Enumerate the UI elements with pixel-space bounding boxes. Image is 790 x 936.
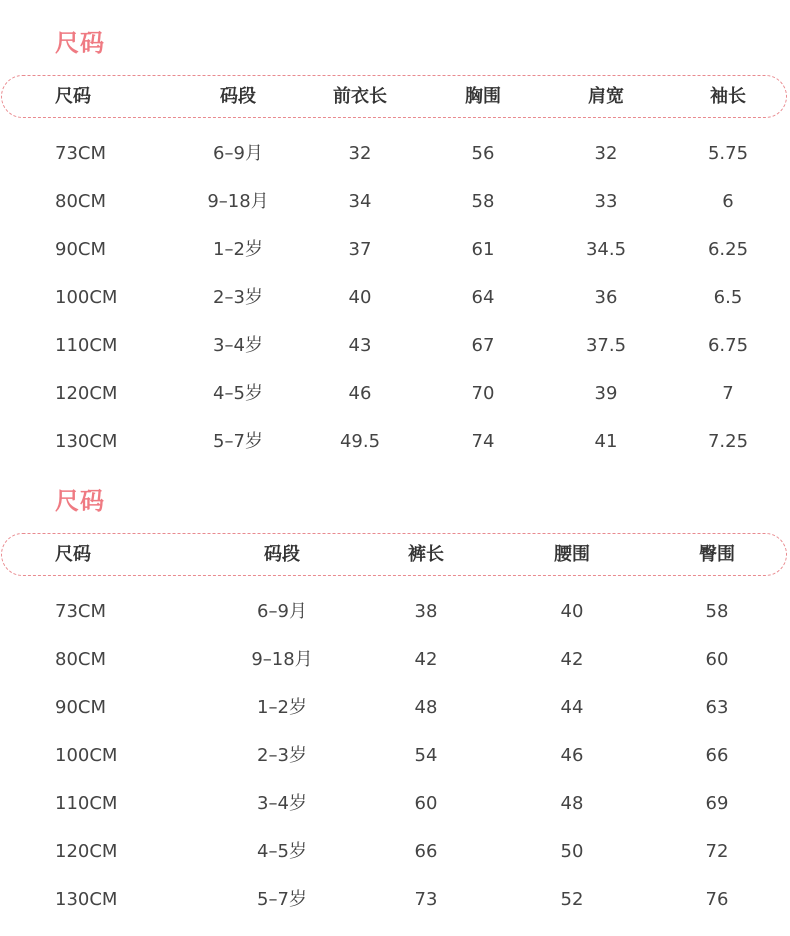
table-row bbox=[0, 744, 790, 792]
table-cell: 3–4岁 bbox=[213, 335, 263, 356]
table-header-bar bbox=[1, 533, 787, 576]
column-header: 码段 bbox=[264, 544, 300, 565]
table-row bbox=[0, 430, 790, 478]
table-cell: 100CM bbox=[55, 287, 118, 308]
table-cell: 36 bbox=[594, 287, 618, 308]
table-cell: 7 bbox=[722, 383, 734, 404]
table-cell: 5.75 bbox=[707, 143, 749, 164]
table-cell: 6–9月 bbox=[257, 601, 307, 622]
table-cell: 48 bbox=[414, 697, 438, 718]
table-cell: 3–4岁 bbox=[257, 793, 307, 814]
table-cell: 4–5岁 bbox=[213, 383, 263, 404]
table-cell: 110CM bbox=[55, 335, 118, 356]
column-header: 前衣长 bbox=[333, 86, 387, 107]
table-row bbox=[0, 334, 790, 382]
table-cell: 42 bbox=[560, 649, 584, 670]
table-cell: 80CM bbox=[55, 649, 107, 670]
table-cell: 9–18月 bbox=[251, 649, 313, 670]
table-cell: 90CM bbox=[55, 239, 107, 260]
table-cell: 5–7岁 bbox=[213, 431, 263, 452]
table-cell: 54 bbox=[414, 745, 438, 766]
table-header-bar bbox=[1, 75, 787, 118]
table-cell: 56 bbox=[471, 143, 495, 164]
table-cell: 90CM bbox=[55, 697, 107, 718]
table-cell: 73CM bbox=[55, 601, 107, 622]
table-cell: 58 bbox=[471, 191, 495, 212]
section-title: 尺码 bbox=[55, 29, 105, 57]
table-cell: 5–7岁 bbox=[257, 889, 307, 910]
table-cell: 66 bbox=[414, 841, 438, 862]
table-cell: 46 bbox=[560, 745, 584, 766]
table-cell: 42 bbox=[414, 649, 438, 670]
table-cell: 69 bbox=[705, 793, 729, 814]
table-cell: 33 bbox=[594, 191, 618, 212]
table-cell: 100CM bbox=[55, 745, 118, 766]
table-cell: 6.75 bbox=[707, 335, 749, 356]
column-header: 袖长 bbox=[710, 86, 746, 107]
table-row bbox=[0, 190, 790, 238]
table-row bbox=[0, 792, 790, 840]
column-header: 腰围 bbox=[554, 544, 590, 565]
table-cell: 46 bbox=[348, 383, 372, 404]
column-header: 胸围 bbox=[465, 86, 501, 107]
table-cell: 73CM bbox=[55, 143, 107, 164]
table-cell: 37 bbox=[348, 239, 372, 260]
section-title: 尺码 bbox=[55, 487, 105, 515]
table-cell: 74 bbox=[471, 431, 495, 452]
table-cell: 120CM bbox=[55, 383, 118, 404]
table-cell: 63 bbox=[705, 697, 729, 718]
column-header: 臀围 bbox=[699, 544, 735, 565]
table-row bbox=[0, 840, 790, 888]
table-cell: 73 bbox=[414, 889, 438, 910]
column-header: 肩宽 bbox=[588, 86, 624, 107]
table-cell: 130CM bbox=[55, 431, 118, 452]
table-cell: 4–5岁 bbox=[257, 841, 307, 862]
table-cell: 40 bbox=[560, 601, 584, 622]
table-cell: 48 bbox=[560, 793, 584, 814]
table-cell: 2–3岁 bbox=[257, 745, 307, 766]
table-row bbox=[0, 696, 790, 744]
table-cell: 58 bbox=[705, 601, 729, 622]
table-cell: 67 bbox=[471, 335, 495, 356]
table-cell: 66 bbox=[705, 745, 729, 766]
table-cell: 1–2岁 bbox=[213, 239, 263, 260]
table-cell: 60 bbox=[414, 793, 438, 814]
table-cell: 70 bbox=[471, 383, 495, 404]
table-cell: 76 bbox=[705, 889, 729, 910]
table-cell: 130CM bbox=[55, 889, 118, 910]
table-cell: 9–18月 bbox=[207, 191, 269, 212]
table-row bbox=[0, 888, 790, 936]
table-cell: 52 bbox=[560, 889, 584, 910]
table-cell: 7.25 bbox=[707, 431, 749, 452]
table-cell: 120CM bbox=[55, 841, 118, 862]
table-cell: 49.5 bbox=[339, 431, 381, 452]
table-cell: 2–3岁 bbox=[213, 287, 263, 308]
table-cell: 32 bbox=[594, 143, 618, 164]
table-cell: 40 bbox=[348, 287, 372, 308]
column-header: 尺码 bbox=[55, 544, 91, 565]
table-cell: 43 bbox=[348, 335, 372, 356]
table-cell: 72 bbox=[705, 841, 729, 862]
table-cell: 110CM bbox=[55, 793, 118, 814]
table-row bbox=[0, 600, 790, 648]
table-row bbox=[0, 142, 790, 190]
table-cell: 37.5 bbox=[585, 335, 627, 356]
table-cell: 39 bbox=[594, 383, 618, 404]
table-cell: 34.5 bbox=[585, 239, 627, 260]
table-cell: 38 bbox=[414, 601, 438, 622]
table-row bbox=[0, 286, 790, 334]
table-cell: 44 bbox=[560, 697, 584, 718]
table-cell: 41 bbox=[594, 431, 618, 452]
column-header: 尺码 bbox=[55, 86, 91, 107]
table-row bbox=[0, 382, 790, 430]
table-row bbox=[0, 238, 790, 286]
table-cell: 60 bbox=[705, 649, 729, 670]
column-header: 裤长 bbox=[408, 544, 444, 565]
table-cell: 6.5 bbox=[713, 287, 743, 308]
table-cell: 80CM bbox=[55, 191, 107, 212]
table-cell: 64 bbox=[471, 287, 495, 308]
table-cell: 32 bbox=[348, 143, 372, 164]
table-cell: 6 bbox=[722, 191, 734, 212]
table-row bbox=[0, 648, 790, 696]
table-cell: 6–9月 bbox=[213, 143, 263, 164]
table-cell: 34 bbox=[348, 191, 372, 212]
table-cell: 6.25 bbox=[707, 239, 749, 260]
table-cell: 1–2岁 bbox=[257, 697, 307, 718]
column-header: 码段 bbox=[220, 86, 256, 107]
table-cell: 61 bbox=[471, 239, 495, 260]
table-cell: 50 bbox=[560, 841, 584, 862]
